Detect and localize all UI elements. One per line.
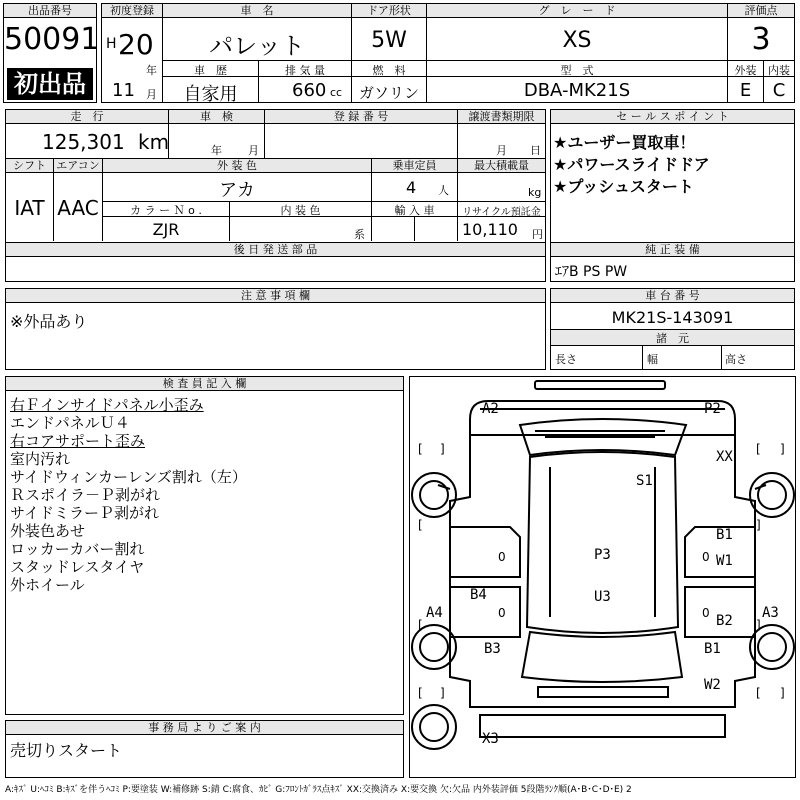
height-label: 高さ xyxy=(725,353,747,366)
car-diagram xyxy=(409,376,796,778)
exterior-color: アカ xyxy=(219,180,255,201)
inspector-note-line: サイドミラーＰ剥がれ xyxy=(10,504,159,522)
svg-text:[: [ xyxy=(756,442,761,456)
dims-label: 諸 元 xyxy=(551,330,794,346)
sales-point: ★パワースライドドア xyxy=(553,155,710,174)
interior-grade: C xyxy=(772,80,786,101)
color-label: 外 装 色 xyxy=(103,159,371,173)
mark-w2: W2 xyxy=(704,677,721,693)
insp-year-unit: 年 xyxy=(211,144,222,157)
sales-box xyxy=(550,109,795,243)
color-number: ZJR xyxy=(152,220,180,239)
history-label: 車 歴 xyxy=(194,64,227,77)
recycle-amount: 10,110 xyxy=(462,220,518,239)
office-label: 事 務 局 よ り ご 案 内 xyxy=(6,721,403,735)
lot-box xyxy=(3,3,100,103)
mark-b3: B3 xyxy=(484,641,501,657)
car-name-label: 車 名 xyxy=(163,4,351,18)
int-color-unit: 系 xyxy=(354,228,365,241)
chassis-number: MK21S-143091 xyxy=(611,308,734,327)
displacement-unit: cc xyxy=(330,86,343,99)
recycle-unit: 円 xyxy=(532,228,543,241)
history: 自家用 xyxy=(183,84,238,105)
model-label: 型 式 xyxy=(560,64,594,77)
mark-a4: A4 xyxy=(426,605,443,621)
ac-label: エアコン xyxy=(54,159,102,173)
doc-label: 譲渡書類期限 xyxy=(458,110,545,124)
int-color-label: 内 装 色 xyxy=(280,204,321,217)
chassis-label: 車 台 番 号 xyxy=(551,289,794,303)
doc-month-unit: 月 xyxy=(496,144,507,157)
inspector-note-line: 室内汚れ xyxy=(10,450,71,468)
mark-p2: P2 xyxy=(704,401,721,417)
inspector-note-line: 外装色あせ xyxy=(10,522,86,540)
inspector-note-line: Ｒスポイラ－Ｐ剥がれ xyxy=(10,486,161,504)
svg-text:]: ] xyxy=(756,618,761,632)
length-label: 長さ xyxy=(555,353,577,366)
office-value: 売切りスタート xyxy=(10,741,123,760)
mark-b1-top: B1 xyxy=(716,527,733,543)
later-parts-label: 後 日 発 送 部 品 xyxy=(6,243,545,257)
inspector-note-line: 右コアサポート歪み xyxy=(10,432,146,450)
mileage: 125,301 xyxy=(42,130,125,154)
recycle-label: リサイクル預託金 xyxy=(462,207,541,218)
first-listing-badge: 初出品 xyxy=(7,68,93,100)
later-parts-box xyxy=(5,242,546,282)
inspector-label: 検 査 員 記 入 欄 xyxy=(6,377,403,391)
svg-text:]: ] xyxy=(756,518,761,532)
inspector-box xyxy=(5,376,404,715)
displacement: 660 xyxy=(292,80,327,101)
color-no-label: カ ラ ー Ｎ o . xyxy=(130,204,202,217)
details-box xyxy=(5,109,546,243)
svg-text:0: 0 xyxy=(702,550,710,564)
lot-number: 50091 xyxy=(4,22,100,57)
svg-text:0: 0 xyxy=(498,550,506,564)
mark-w1: W1 xyxy=(716,553,733,569)
inspector-note-line: 右Ｆインサイドパネル小歪み xyxy=(10,396,204,414)
doc-day-unit: 日 xyxy=(530,144,541,157)
plate-label: 登 録 番 号 xyxy=(265,110,457,124)
mark-b4: B4 xyxy=(470,587,487,603)
shift: IAT xyxy=(14,196,45,220)
svg-text:[: [ xyxy=(418,442,423,456)
interior-label: 内装 xyxy=(768,64,790,77)
reg-year: 20 xyxy=(118,28,154,61)
sales-point: ★ユーザー買取車！ xyxy=(553,133,696,152)
svg-text:]: ] xyxy=(780,442,785,456)
notes-value: ※外品あり xyxy=(10,312,88,331)
equipment-box xyxy=(550,242,795,282)
mark-b1-bottom: B1 xyxy=(704,641,721,657)
equipment-value: ｴｱB PS PW xyxy=(555,264,628,280)
reg-year-unit: 年 xyxy=(146,64,157,77)
exterior-grade: E xyxy=(739,80,752,101)
capacity: 4 xyxy=(406,178,417,197)
mark-a3: A3 xyxy=(762,605,779,621)
width-label: 幅 xyxy=(647,353,658,366)
inspector-note-line: サイドウィンカーレンズ割れ（左） xyxy=(10,468,247,486)
load-label: 最大積載量 xyxy=(458,159,545,173)
svg-text:0: 0 xyxy=(498,606,506,620)
svg-text:[: [ xyxy=(418,518,423,532)
mark-p3: P3 xyxy=(594,547,611,563)
shift-label: シフト xyxy=(6,159,53,173)
score-label: 評価点 xyxy=(728,4,794,18)
reg-era: H xyxy=(106,36,117,52)
office-box xyxy=(5,720,404,778)
fuel: ガソリン xyxy=(358,84,419,102)
fuel-label: 燃 料 xyxy=(372,64,406,77)
inspector-note-line: 外ホイール xyxy=(10,576,85,594)
inspector-note-line: スタッドレスタイヤ xyxy=(10,558,145,576)
mark-s1: S1 xyxy=(636,473,653,489)
notes-box xyxy=(5,288,546,370)
mark-u3: U3 xyxy=(594,589,611,605)
reg-month: 11 xyxy=(112,80,135,101)
mark-x3: X3 xyxy=(482,731,499,747)
insp-month-unit: 月 xyxy=(248,144,259,157)
door-label: ドア形状 xyxy=(352,4,426,18)
capacity-unit: 人 xyxy=(438,184,449,197)
legend: A:ｷｽﾞ U:ﾍｺﾐ B:ｷｽﾞを伴うﾍｺﾐ P:要塗装 W:補修跡 S:錆 C:腐食、ｶﾋﾞ G:ﾌﾛﾝﾄｶﾞﾗｽ点ｷｽﾞ XX:交換済み X:要交換 欠:欠品 内外装評価 5段階ﾗﾝｸ順(A･B･C･D･E) 2 xyxy=(5,785,632,795)
svg-text:[: [ xyxy=(756,686,761,700)
grade: XS xyxy=(562,28,592,53)
svg-text:[: [ xyxy=(418,618,423,632)
ac: AAC xyxy=(57,196,99,220)
svg-text:]: ] xyxy=(440,442,445,456)
notes-label: 注 意 事 項 欄 xyxy=(6,289,545,303)
car-name: パレット xyxy=(209,32,305,60)
model: DBA-MK21S xyxy=(523,80,631,101)
reg-label: 初度登録 xyxy=(102,4,162,18)
capacity-label: 乗車定員 xyxy=(372,159,457,173)
chassis-box xyxy=(550,288,795,370)
door-type: 5W xyxy=(371,28,407,53)
inspector-lines xyxy=(10,396,247,594)
mark-a2: A2 xyxy=(482,401,499,417)
header-box xyxy=(101,3,795,103)
displacement-label: 排 気 量 xyxy=(285,64,325,77)
grade-label: グ レ ー ド xyxy=(427,4,727,18)
sales-point: ★プッシュスタート xyxy=(553,177,694,196)
mileage-label: 走 行 xyxy=(6,110,168,124)
mileage-unit: km xyxy=(138,130,170,154)
mark-xx: XX xyxy=(716,449,733,465)
mark-b2: B2 xyxy=(716,613,733,629)
load-unit: kg xyxy=(528,186,542,199)
car-outline xyxy=(410,377,795,777)
svg-text:[: [ xyxy=(418,686,423,700)
sales-label: セ ー ル ス ポ イ ン ト xyxy=(551,110,794,124)
equipment-label: 純 正 装 備 xyxy=(551,243,794,257)
lot-label: 出品番号 xyxy=(4,4,96,18)
svg-text:]: ] xyxy=(440,686,445,700)
inspection-label: 車 検 xyxy=(169,110,264,124)
inspector-note-line: エンドパネルＵ４ xyxy=(10,414,130,432)
score: 3 xyxy=(751,22,771,57)
svg-text:0: 0 xyxy=(702,606,710,620)
import-label: 輸 入 車 xyxy=(394,204,435,217)
svg-text:]: ] xyxy=(780,686,785,700)
reg-month-unit: 月 xyxy=(146,88,157,101)
exterior-label: 外装 xyxy=(734,64,757,77)
inspector-note-line: ロッカーカバー割れ xyxy=(10,540,145,558)
